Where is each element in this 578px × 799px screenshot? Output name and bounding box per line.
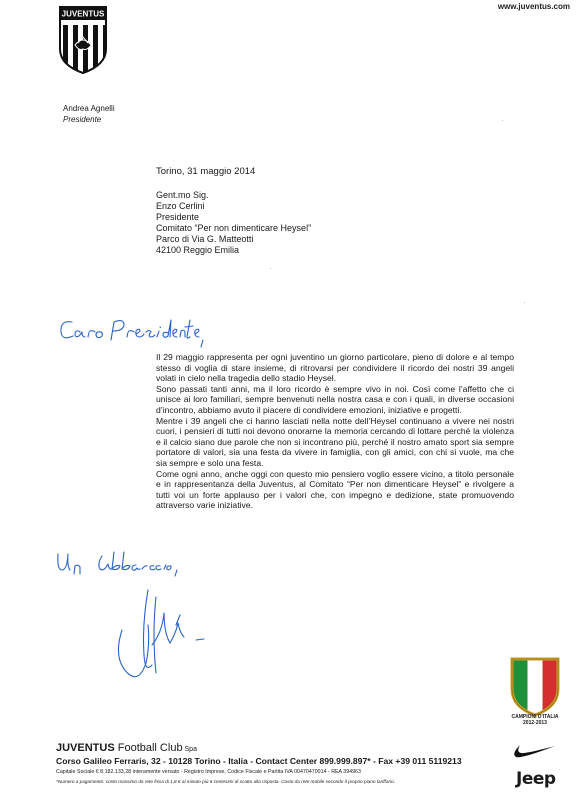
badge-title: CAMPIONI D'ITALIA (511, 714, 559, 720)
footer-company-suffix: Spa (182, 746, 197, 753)
footer-note: *Numero a pagamento: costo massimo da rete fissa di 1,8 € al minuto più 6 centesimi di scatto alla risposta. Costo da rete mobile secondo il proprio piano tariffario. (56, 779, 395, 784)
body-paragraph: Il 29 maggio rappresenta per ogni juventino un giorno particolare, pieno di dolore e al tempo stesso di voglia di stare insieme, di ritrovarsi per condividere il ricordo dei nostri 39 angeli volati in cielo nella tragedia dello stadio Heysel. (156, 352, 514, 384)
address-line: Parco di Via G. Matteotti (156, 233, 254, 244)
sender-name: Andrea Agnelli (63, 104, 115, 113)
address-line: Presidente (156, 211, 200, 222)
address-line: Gent.mo Sig. (156, 190, 209, 200)
letter-body (156, 352, 514, 511)
jeep-logo-icon: Jeep (516, 769, 556, 789)
address-line: 42100 Reggio Emilia (156, 244, 240, 255)
body-paragraph: Come ogni anno, anche oggi con questo mio pensiero voglio essere vicino, a titolo personale e in rappresentanza della Juventus, al Comitato “Per non dimenticare Heysel” e rivolgere a tutti voi un forte applauso per i valori che, con impegno e dedizione, state promuovendo attraverso varie iniziative. (156, 468, 514, 511)
footer-address: Corso Galileo Ferraris, 32 - 10128 Torino - Italia - Contact Center 899.999.897* - Fax +39 011 5119213 (56, 756, 462, 766)
sender-title: Presidente (63, 115, 102, 124)
handwritten-salutation (56, 310, 216, 352)
juventus-crest-icon (58, 5, 108, 75)
nike-swoosh-icon (511, 742, 557, 759)
signature (112, 585, 222, 690)
website-link[interactable]: www.juventus.com (497, 2, 570, 11)
footer-company (56, 742, 197, 754)
letter-date: Torino, 31 maggio 2014 (156, 166, 256, 177)
recipient-address (156, 190, 311, 255)
scan-speck (270, 268, 271, 269)
body-paragraph: Mentre i 39 angeli che ci hanno lasciati nella notte dell’Heysel continuano a vivere nei nostri cuori, i pensieri di tutti noi devono onorarne la memoria cercando di lottare perché la violenza e il calcio siano due parole che non si incontrano più, perché il nostro amato sport sia sempre portatore di valori, sia una festa da vivere in famiglia, con gli amici, con chi si vuole, ma che sia sempre e solo una festa. (156, 415, 514, 468)
handwritten-closing (54, 546, 204, 580)
address-line: Enzo Cerlini (156, 200, 205, 211)
scan-speck (502, 120, 503, 121)
badge-years: 2012-2013 (523, 720, 547, 726)
footer-company-rest: Football Club (114, 742, 183, 754)
footer-legal: Capitale Sociale € 8.182.133,28 interamente versato - Registro Imprese, Codice Fiscale e Partita IVA 00470470014 - REA 394963 (56, 769, 361, 775)
italian-shield-icon (508, 655, 562, 719)
logo-text: JUVENTUS (61, 9, 105, 19)
body-paragraph: Sono passati tanti anni, ma il loro ricordo è sempre vivo in noi. Così come l’affetto che ci unisce ai loro familiari, sempre benvenuti nella nostra casa e con i quali, in diverse occasioni d’incontro, abbiamo avuto il piacere di condividere emozioni, iniziative e progetti. (156, 383, 514, 415)
address-line: Comitato “Per non dimenticare Heysel” (156, 222, 312, 233)
footer-company-bold: JUVENTUS (56, 742, 115, 754)
scan-speck (524, 302, 525, 303)
